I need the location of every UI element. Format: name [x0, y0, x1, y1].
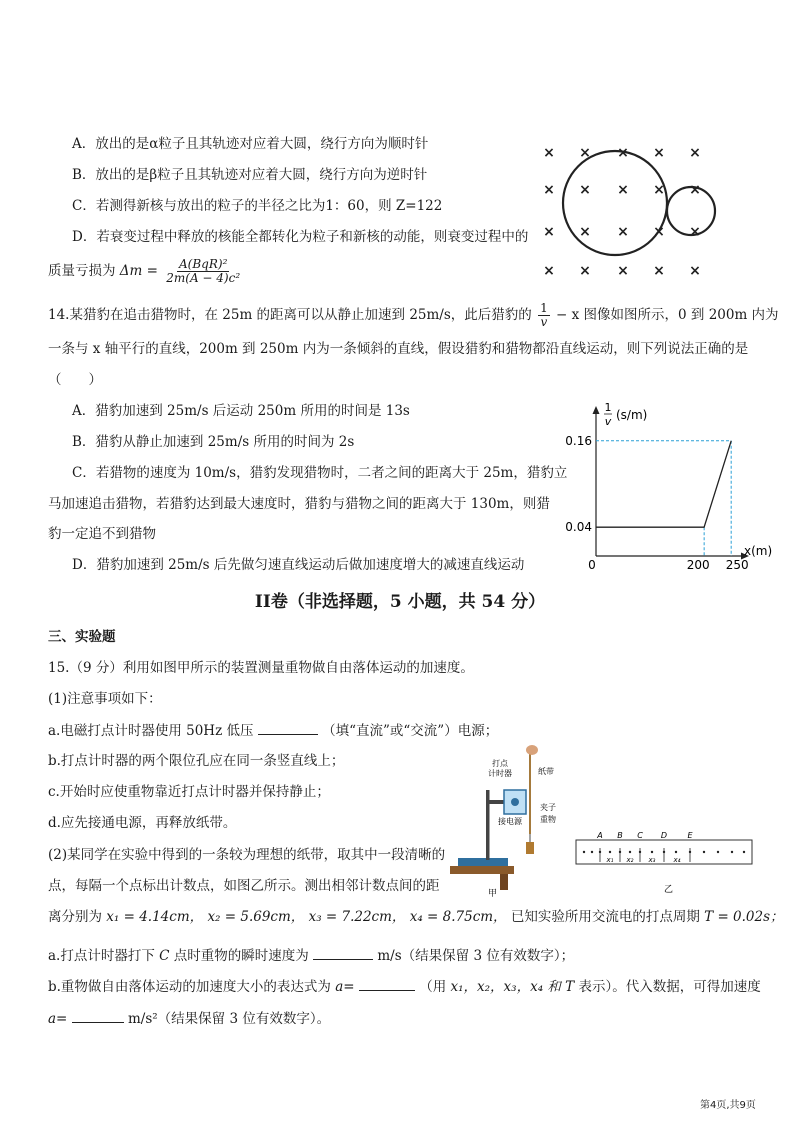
tape-dot-1 [591, 851, 593, 853]
field-mark-1-4: × [689, 182, 701, 198]
q15-part2-line2: 点，每隔一个点标出计数点，如图乙所示。测出相邻计数点间的距 [48, 878, 440, 894]
tape-point-B: B [617, 831, 623, 840]
q15-stem: 15.（9 分）利用如图甲所示的装置测量重物做自由落体运动的加速度。 [48, 660, 474, 676]
field-mark-2-3: × [653, 224, 665, 240]
field-mark-3-0: × [543, 263, 555, 279]
page-number: 第4页,共9页 [700, 1100, 756, 1111]
x-tick-label-1: 250 [725, 558, 749, 572]
apparatus-figure [448, 738, 568, 900]
table-leg [500, 874, 508, 890]
q15-note-d: d.应先接通电源，再释放纸带。 [48, 815, 237, 831]
tape-dot-0 [583, 851, 585, 853]
period-value: T = 0.02s； [704, 909, 784, 925]
label-tape: 纸带 [538, 767, 554, 776]
field-marks [543, 145, 701, 279]
x-label: x(m) [744, 544, 773, 558]
q15-note-c: c.开始时应使重物靠近打点计时器并保持静止； [48, 784, 330, 800]
q14-stem-line2: 一条与 x 轴平行的直线，200m 到 250m 内为一条倾斜的直线，假设猎豹和猎物都沿直线运动，则下列说法正确的是 [48, 341, 749, 357]
tape-point-D: D [660, 831, 668, 840]
label-power: 接电源 [498, 817, 522, 826]
y-label-unit: (s/m) [616, 408, 648, 422]
field-mark-0-2: × [617, 145, 629, 161]
tape-segment-0: x₁ [606, 856, 614, 864]
q14-option-c-line1: C．若猎物的速度为 10m/s，猎豹发现猎物时，二者之间的距离大于 25m，猎豹立 [72, 465, 568, 481]
q13-option-a: A．放出的是α粒子且其轨迹对应着大圆，绕行方向为顺时针 [72, 136, 429, 152]
caption-jia: 甲 [488, 889, 498, 899]
chart-series-line [596, 441, 731, 527]
q14-stem-line3: （ ） [48, 372, 102, 388]
tape-dot-9 [675, 851, 677, 853]
x-tick-label-0: 200 [686, 558, 710, 572]
field-mark-0-1: × [579, 145, 591, 161]
answer-blank-current-type[interactable] [258, 720, 318, 735]
tape-dot-12 [717, 851, 719, 853]
label-weight: 重物 [540, 815, 556, 824]
x3-value: x₃ = 7.22cm， [308, 909, 406, 925]
q15-question-b: b.重物做自由落体运动的加速度大小的表达式为 a= （用 x₁，x₂，x₃，x₄ 和 T 表示）。代入数据，可得加速度 [48, 976, 761, 997]
q15-note-b: b.打点计时器的两个限位孔应在同一条竖直线上； [48, 753, 345, 769]
inverse-velocity-chart [560, 398, 780, 576]
weight [526, 842, 534, 854]
inverse-v-fraction: $\frac{1}{v}$ [540, 301, 548, 329]
field-mark-2-4: × [689, 224, 701, 240]
large-circle-track [563, 151, 667, 255]
y-axis-arrow [593, 406, 600, 414]
q15-part2-line1: (2)某同学在实验中得到的一条较为理想的纸带，取其中一段清晰的 [48, 847, 446, 863]
q15-part1: (1)注意事项如下： [48, 691, 162, 707]
y-label-den: v [604, 415, 612, 428]
q14-option-c-line3: 豹一定追不到猎物 [48, 526, 156, 542]
tape-dot-5 [629, 851, 631, 853]
field-mark-1-3: × [653, 182, 665, 198]
x2-value: x₂ = 5.69cm， [207, 909, 305, 925]
origin-label: 0 [588, 558, 596, 572]
field-mark-0-4: × [689, 145, 701, 161]
q15-note-a: a.电磁打点计时器使用 50Hz 低压 （填“直流”或“交流”）电源； [48, 720, 498, 741]
tape-point-A: A [597, 831, 603, 840]
q14-option-c-line2: 马加速追击猎物，若猎豹达到最大速度时，猎豹与猎物之间的距离大于 130m，则猎 [48, 496, 550, 512]
mass-defect-formula: $\frac{\text{A(BqR)²}}{\text{2m(A − 4)c²}}$ [166, 257, 241, 285]
x4-value: x₄ = 8.75cm， [409, 909, 507, 925]
label-timer-1: 打点 [492, 759, 508, 768]
field-mark-1-2: × [617, 182, 629, 198]
magnetic-field-diagram [535, 140, 755, 280]
q15-question-a: a.打点计时器打下 C 点时重物的瞬时速度为 m/s（结果保留 3 位有效数字）； [48, 945, 574, 966]
field-mark-2-2: × [617, 224, 629, 240]
y-tick-label-0: 0.04 [565, 520, 592, 535]
chart-ticks [565, 434, 748, 572]
field-mark-2-1: × [579, 224, 591, 240]
field-mark-3-2: × [617, 263, 629, 279]
y-tick-label-1: 0.16 [565, 433, 592, 448]
tape-dot-14 [743, 851, 745, 853]
tape-segment-3: x₄ [673, 856, 681, 864]
q14-option-d: D．猎豹加速到 25m/s 后先做匀速直线运动后做加速度增大的减速直线运动 [72, 557, 525, 573]
field-mark-1-0: × [543, 182, 555, 198]
tape-segment-2: x₃ [648, 856, 656, 864]
q15-question-c: a= m/s²（结果保留 3 位有效数字）。 [48, 1008, 330, 1029]
tape-dot-3 [609, 851, 611, 853]
field-mark-3-4: × [689, 263, 701, 279]
experiment-heading: 三、实验题 [48, 629, 116, 645]
tape-dot-7 [651, 851, 653, 853]
q15-part2-line3: 离分别为 x₁ = 4.14cm， x₂ = 5.69cm， x₃ = 7.22cm， x₄ = 8.75cm， 已知实验所用交流电的打点周期 T = 0.02s； [48, 909, 784, 925]
section-ii-title: II卷（非选择题，5 小题，共 54 分） [254, 592, 546, 612]
table-top [450, 866, 514, 874]
tape-dot-11 [703, 851, 705, 853]
x1-value: x₁ = 4.14cm， [106, 909, 204, 925]
caption-yi: 乙 [664, 885, 674, 895]
timer-hole [511, 798, 519, 806]
answer-blank-acceleration[interactable] [72, 1008, 124, 1023]
stand-base [458, 858, 508, 866]
q14-option-b: B．猎豹从静止加速到 25m/s 所用的时间为 2s [72, 434, 355, 450]
answer-blank-velocity[interactable] [313, 945, 373, 960]
tape-point-E: E [687, 831, 693, 840]
hand [526, 745, 538, 755]
q14-option-a: A．猎豹加速到 25m/s 后运动 250m 所用的时间是 13s [72, 403, 410, 419]
chart-guides [596, 441, 731, 556]
field-mark-3-1: × [579, 263, 591, 279]
tape-segment-1: x₂ [626, 856, 634, 864]
label-timer-2: 计时器 [488, 769, 512, 778]
field-mark-2-0: × [543, 224, 555, 240]
label-clamp: 夹子 [540, 803, 556, 812]
y-label-num: 1 [604, 401, 612, 414]
paper-tape-figure [574, 828, 756, 898]
field-mark-0-0: × [543, 145, 555, 161]
field-mark-3-3: × [653, 263, 665, 279]
q13-option-c: C．若测得新核与放出的粒子的半径之比为1：60，则 Z=122 [72, 198, 443, 214]
q13-option-d-cont: 质量亏损为 Δm = $\frac{\text{A(BqR)²}}{\text{2m(A − 4)c²}}$ [48, 257, 241, 285]
tape-dot-13 [731, 851, 733, 853]
delta-m: Δm = [119, 263, 158, 279]
field-mark-0-3: × [653, 145, 665, 161]
tape-point-C: C [637, 831, 643, 840]
q14-stem-line1: 14.某猎豹在追击猎物时，在 25m 的距离可以从静止加速到 25m/s，此后猎豹的 $\frac{1}{v}$ − x 图像如图所示，0 到 200m 内为 [48, 301, 779, 329]
answer-blank-expression[interactable] [359, 976, 415, 991]
q13-option-b: B．放出的是β粒子且其轨迹对应着大圆，绕行方向为逆时针 [72, 167, 428, 183]
q13-option-d: D．若衰变过程中释放的核能全都转化为粒子和新核的动能，则衰变过程中的 [72, 229, 529, 245]
field-mark-1-1: × [579, 182, 591, 198]
